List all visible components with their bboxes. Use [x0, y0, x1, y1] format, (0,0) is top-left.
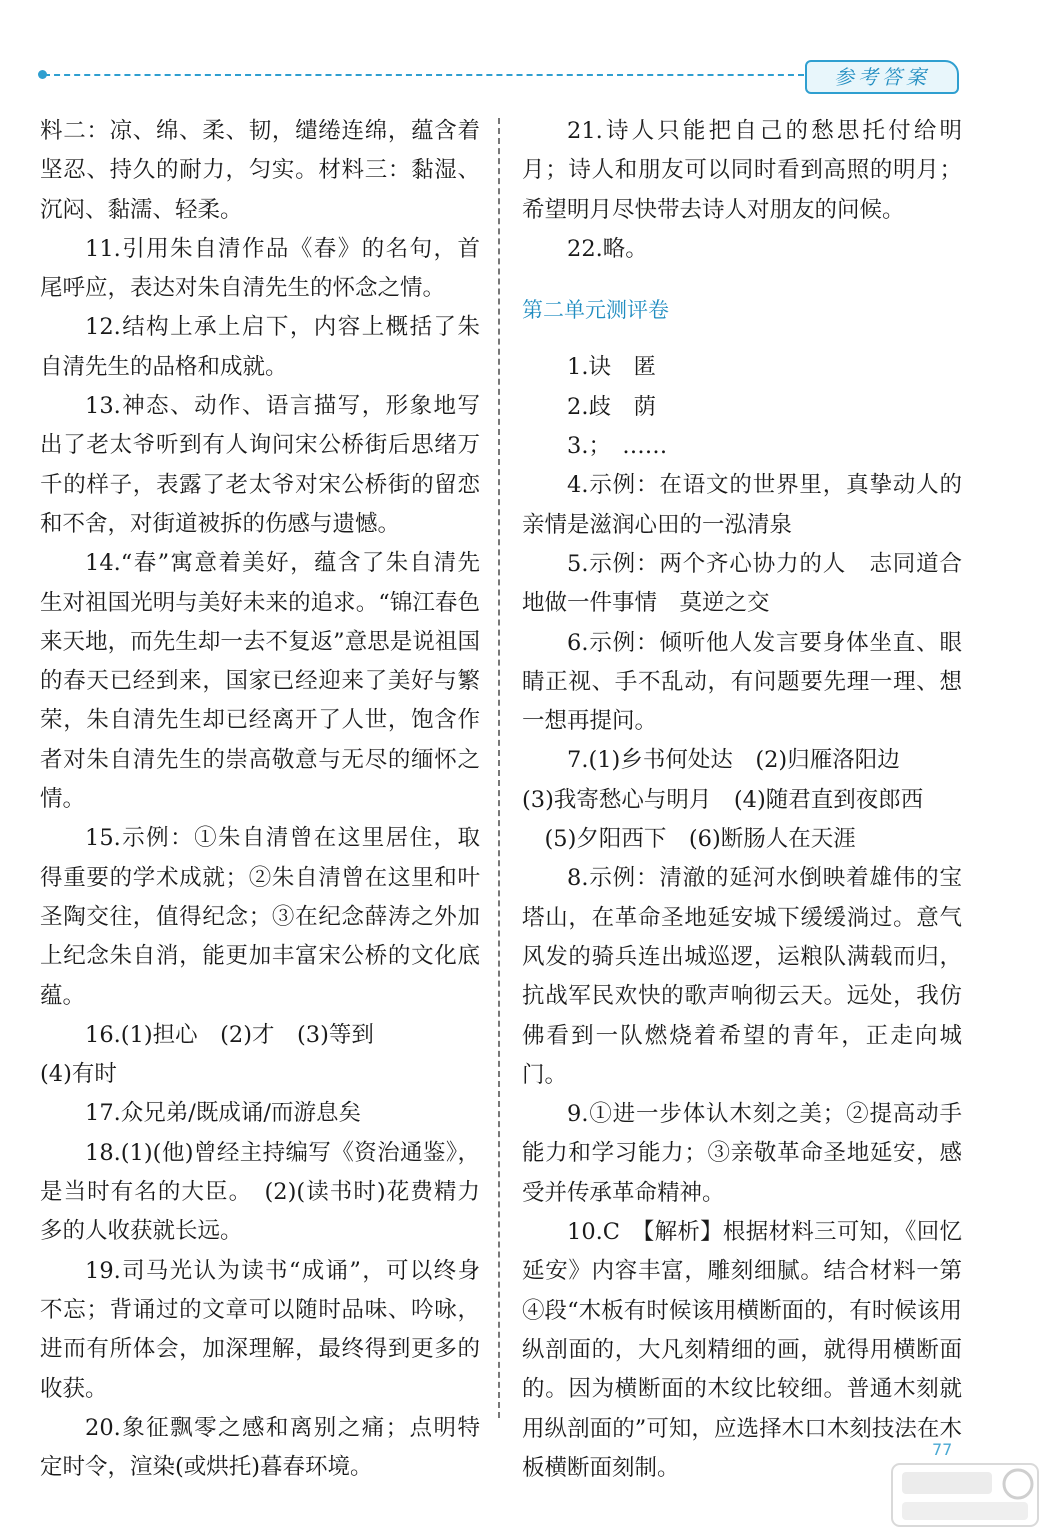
unit2-answer-7-cont2: (5)夕阳西下 (6)断肠人在天涯 [522, 826, 856, 853]
answer-15: 15.示例：①朱自清曾在这里居住，取得重要的学术成就；②朱自清曾在这里和叶圣陶交往，值得纪念；③在纪念薛涛之外加上纪念朱自消，能更加丰富宋公桥的文化底蕴。 [40, 825, 480, 1009]
answer-11: 11.引用朱自清作品《春》的名句，首尾呼应，表达对朱自清先生的怀念之情。 [40, 235, 480, 302]
unit2-answer-7: 7.(1)乡书何处达 (2)归雁洛阳边 [567, 747, 900, 774]
unit2-answer-8: 8.示例：清澈的延河水倒映着雄伟的宝塔山，在革命圣地延安城下缓缓淌过。意气风发的骑兵连出城巡逻，运粮队满载而归，抗战军民欢快的歌声响彻云天。远处，我仿佛看到一队燃烧着希望的青年，正走向城门。 [522, 865, 962, 1088]
unit2-answer-2: 2.歧 荫 [567, 393, 656, 420]
column-divider [498, 118, 500, 1418]
watermark-logo [890, 1462, 1040, 1528]
header-tab-answers: 参考答案 [805, 60, 959, 94]
answer-16-cont: (4)有时 [40, 1061, 117, 1088]
unit2-answer-5: 5.示例：两个齐心协力的人 志同道合地做一件事情 莫逆之交 [522, 550, 962, 617]
answer-18: 18.(1)(他)曾经主持编写《资治通鉴》，是当时有名的大臣。 (2)(读书时)花费精力多的人收获就长远。 [40, 1139, 480, 1245]
unit2-answer-10: 10.C 【解析】根据材料三可知，《回忆延安》内容丰富，雕刻细腻。结合材料一第④段“木板有时候该用横断面的，有时候该用纵剖面的，大凡刻精细的画，就得用横断面的。因为横断面的木纹比较细。普通木刻就用纵剖面的”可知，应选择木口木刻技法在木板横断面刻制。 [522, 1219, 962, 1481]
unit2-answer-4: 4.示例：在语文的世界里，真挚动人的亲情是滋润心田的一泓清泉 [522, 472, 962, 538]
answer-20: 20.象征飘零之感和离别之痛；点明特定时令，渲染(或烘托)暮春环境。 [40, 1414, 480, 1481]
header-dashed-rule [44, 74, 804, 76]
unit2-answer-3: 3.； …… [567, 433, 668, 460]
left-column [40, 112, 480, 1487]
answer-17: 17.众兄弟/既成诵/而游息矣 [85, 1100, 361, 1127]
answer-13: 13.神态、动作、语言描写，形象地写出了老太爷听到有人询问宋公桥街后思绪万千的样子，表露了老太爷对宋公桥街的留恋和不舍，对街道被拆的伤感与遗憾。 [40, 393, 480, 537]
unit2-answer-7-cont: (3)我寄愁心与明月 (4)随君直到夜郎西 [522, 786, 924, 813]
unit2-answer-1: 1.诀 匿 [567, 354, 656, 381]
answer-22: 22.略。 [567, 235, 648, 262]
answer-16: 16.(1)担心 (2)才 (3)等到 [85, 1021, 374, 1048]
answer-14: 14.“春”寓意着美好，蕴含了朱自清先生对祖国光明与美好未来的追求。“锦江春色来天地，而先生却一去不复返”意思是说祖国的春天已经到来，国家已经迎来了美好与繁荣，朱自清先生却已经离开了人世，饱含作者对朱自清先生的崇高敬意与无尽的缅怀之情。 [40, 550, 480, 813]
answer-19: 19.司马光认为读书“成诵”，可以终身不忘；背诵过的文章可以随时品味、吟咏，进而有所体会，加深理解，最终得到更多的收获。 [40, 1257, 480, 1402]
section-title: 第二单元测评卷 [522, 298, 669, 323]
answer-21: 21.诗人只能把自己的愁思托付给明月；诗人和朋友可以同时看到高照的明月；希望明月尽快带去诗人对朋友的问候。 [522, 118, 962, 223]
answer-12: 12.结构上承上启下，内容上概括了朱自清先生的品格和成就。 [40, 314, 480, 380]
unit2-answer-6: 6.示例：倾听他人发言要身体坐直、眼睛正视、手不乱动，有问题要先理一理、想一想再提问。 [522, 629, 962, 735]
page-number: 77 [932, 1440, 953, 1459]
right-column [522, 112, 962, 1488]
unit2-answer-9: 9.①进一步体认木刻之美；②提高动手能力和学习能力；③亲敬革命圣地延安，感受并传承革命精神。 [522, 1101, 962, 1206]
answer-paragraph: 料二：凉、绵、柔、韧，缱绻连绵，蕴含着坚忍、持久的耐力，匀实。材料三：黏湿、沉闷、黏濡、轻柔。 [40, 118, 480, 223]
